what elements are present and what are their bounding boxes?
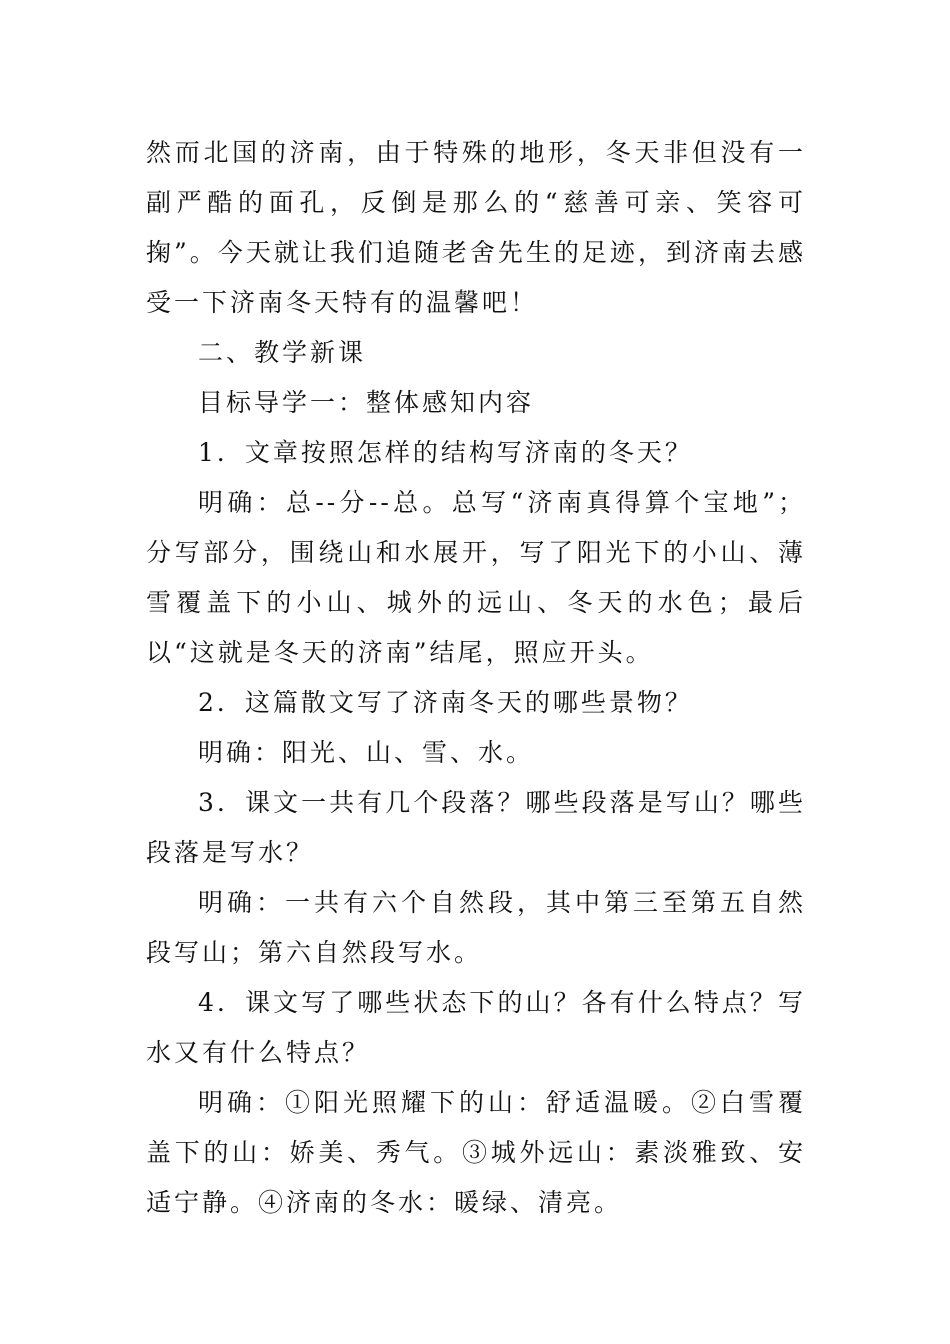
answer-3: 明确：一共有六个自然段，其中第三至第五自然段写山；第六自然段写水。 — [146, 888, 806, 967]
question-1: 1．文章按照怎样的结构写济南的冬天？ — [198, 438, 693, 467]
document-body — [146, 128, 806, 1228]
answer-4: 明确：①阳光照耀下的山：舒适温暖。②白雪覆盖下的山：娇美、秀气。③城外远山：素淡雅致、安适宁静。④济南的冬水：暖绿、清亮。 — [146, 1088, 806, 1217]
answer-2: 明确：阳光、山、雪、水。 — [198, 738, 535, 767]
goal-heading: 目标导学一：整体感知内容 — [198, 388, 535, 417]
question-2: 2．这篇散文写了济南冬天的哪些景物？ — [198, 688, 693, 717]
question-4: 4．课文写了哪些状态下的山？各有什么特点？写水又有什么特点？ — [146, 988, 806, 1067]
intro-paragraph: 然而北国的济南，由于特殊的地形，冬天非但没有一副严酷的面孔，反倒是那么的“慈善可亲、笑容可掬”。今天就让我们追随老舍先生的足迹，到济南去感受一下济南冬天特有的温馨吧！ — [146, 138, 806, 317]
question-3: 3．课文一共有几个段落？哪些段落是写山？哪些段落是写水？ — [146, 788, 806, 867]
section-heading: 二、教学新课 — [198, 338, 367, 367]
answer-1: 明确：总--分--总。总写“济南真得算个宝地”；分写部分，围绕山和水展开，写了阳光下的小山、薄雪覆盖下的小山、城外的远山、冬天的水色；最后以“这就是冬天的济南”结尾，照应开头。 — [146, 488, 806, 667]
